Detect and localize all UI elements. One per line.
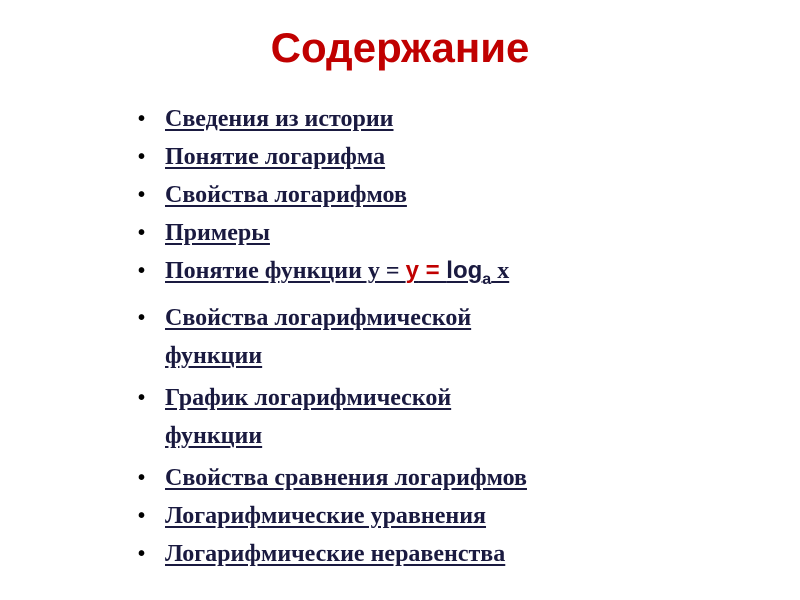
list-item — [138, 176, 778, 214]
list-item — [138, 535, 778, 573]
toc-link-inequalities[interactable]: Логарифмические неравенства — [165, 541, 506, 567]
list-item — [138, 252, 778, 299]
bullet-icon: • — [138, 387, 146, 409]
list-item — [138, 459, 778, 497]
bullet-icon: • — [138, 307, 146, 329]
toc-link-comparison-properties[interactable]: Свойства сравнения логарифмов — [165, 465, 527, 491]
formula-base: a — [482, 271, 492, 288]
toc-link-function-properties[interactable] — [165, 305, 471, 369]
toc-link-function-label: Понятие функции y = — [165, 258, 406, 284]
toc-link-examples[interactable]: Примеры — [165, 220, 270, 246]
list-item — [138, 497, 778, 535]
toc-link-line2: функции — [165, 343, 263, 369]
toc-link-function-graph[interactable] — [165, 385, 451, 449]
toc-link-line2: функции — [165, 423, 263, 449]
toc-link-logarithm-concept[interactable]: Понятие логарифма — [165, 144, 386, 170]
toc-link-history[interactable]: Сведения из истории — [165, 106, 394, 132]
page-title: Содержание — [270, 24, 530, 71]
list-item — [138, 100, 778, 138]
formula — [405, 257, 510, 288]
list-item — [138, 214, 778, 252]
bullet-icon: • — [138, 222, 146, 244]
formula-log: log — [446, 257, 483, 284]
bullet-icon: • — [138, 146, 146, 168]
formula-y: у — [405, 257, 419, 284]
toc-link-logarithm-properties[interactable]: Свойства логарифмов — [165, 182, 407, 208]
toc-link-equations[interactable]: Логарифмические уравнения — [165, 503, 487, 529]
bullet-icon: • — [138, 505, 146, 527]
list-item — [138, 138, 778, 176]
toc-link-function-concept[interactable] — [165, 257, 510, 288]
list-item — [138, 379, 778, 455]
table-of-contents — [138, 100, 778, 573]
list-item — [138, 299, 778, 375]
formula-arg: x — [491, 258, 510, 284]
toc-link-line1: Свойства логарифмической — [165, 305, 472, 331]
bullet-icon: • — [138, 543, 146, 565]
bullet-icon: • — [138, 108, 146, 130]
bullet-icon: • — [138, 260, 146, 282]
toc-link-line1: График логарифмической — [165, 385, 452, 411]
bullet-icon: • — [138, 467, 146, 489]
bullet-icon: • — [138, 184, 146, 206]
formula-eq: = — [418, 257, 447, 284]
